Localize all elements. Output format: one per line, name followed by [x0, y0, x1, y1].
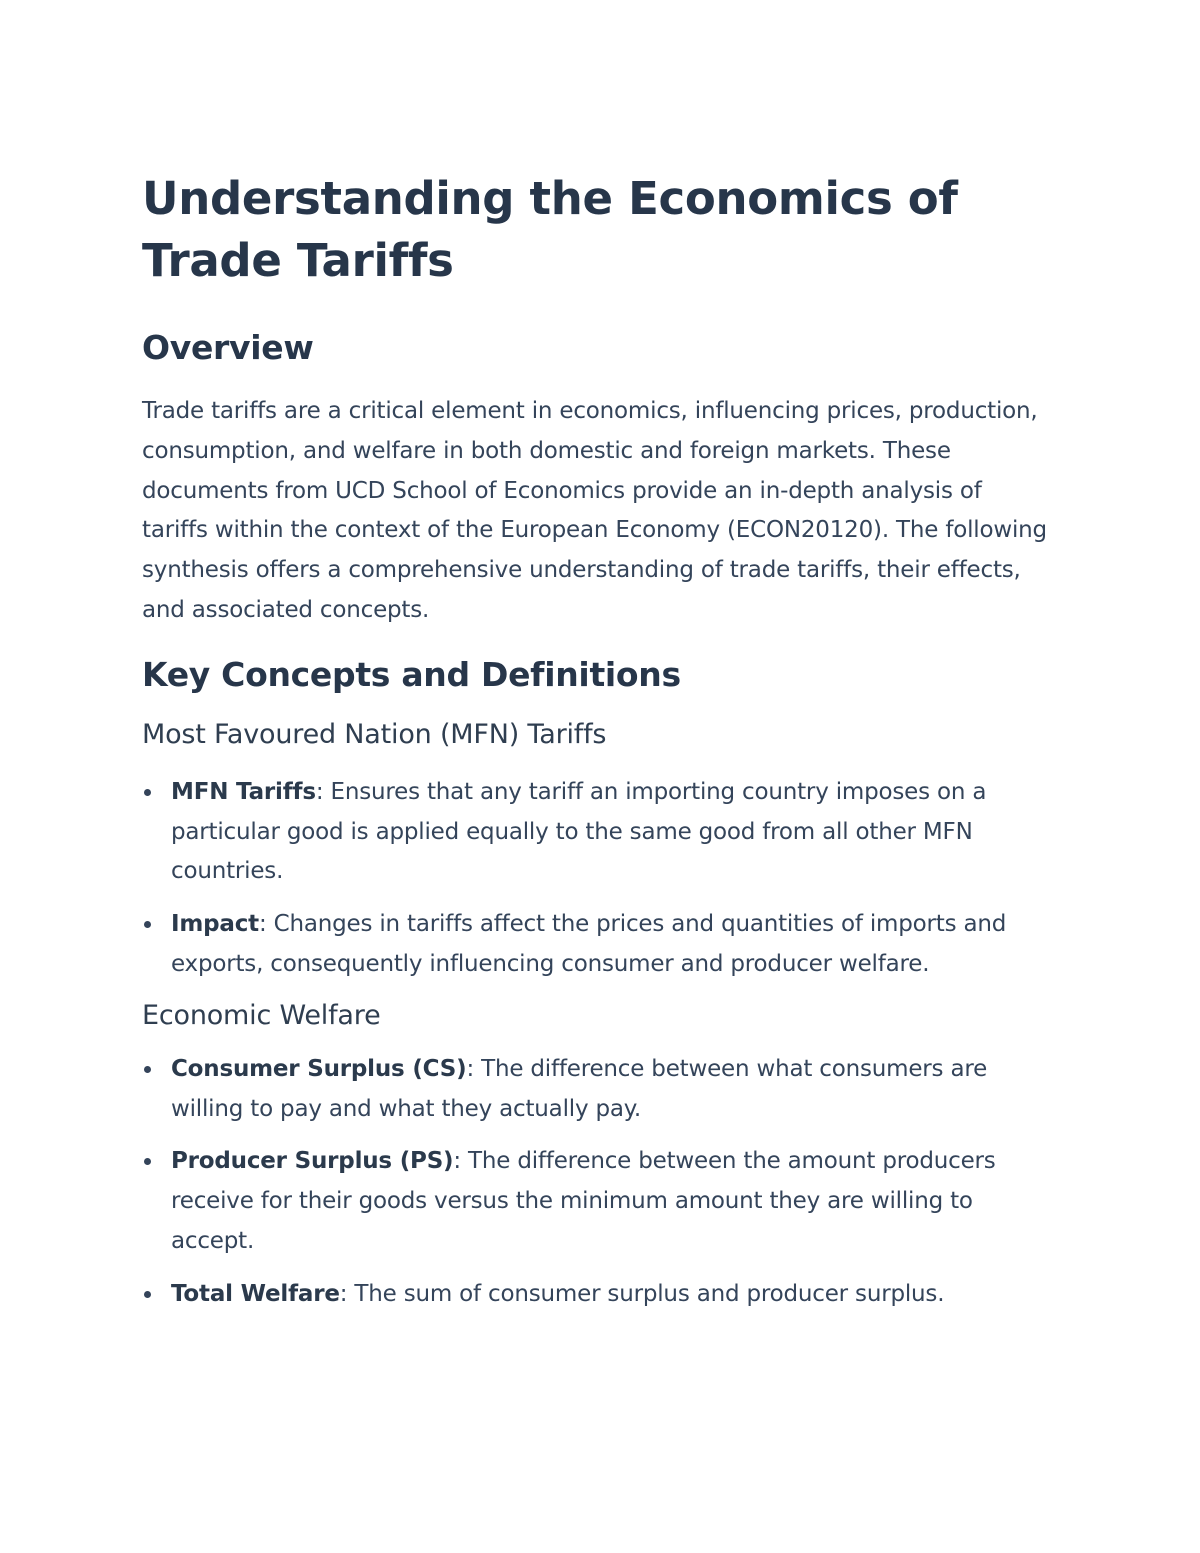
page-title: Understanding the Economics of Trade Tariffs	[142, 172, 958, 287]
welfare-subheading: Economic Welfare	[142, 999, 381, 1031]
list-item-text: : Changes in tariffs affect the prices and quantities of imports and exports, consequently influencing consumer and producer welfare.	[171, 911, 1007, 977]
list-item-term: Consumer Surplus (CS)	[171, 1055, 467, 1082]
welfare-list	[142, 1050, 1052, 1315]
overview-heading: Overview	[142, 328, 314, 367]
bullet-icon	[144, 1158, 151, 1165]
key-concepts-heading: Key Concepts and Definitions	[142, 654, 681, 694]
bullet-icon	[144, 1066, 151, 1073]
list-item-term: MFN Tariffs	[171, 778, 316, 805]
list-item-text: : Ensures that any tariff an importing country imposes on a particular good is applied equally to the same good from all other MFN countries.	[171, 778, 987, 885]
bullet-icon	[144, 1291, 151, 1298]
document-page	[142, 168, 1052, 1328]
list-item-text: : The difference between the amount producers receive for their goods versus the minimum amount they are willing to accept.	[171, 1148, 996, 1254]
list-item	[142, 1142, 1052, 1261]
list-item-term: Total Welfare	[171, 1280, 340, 1307]
list-item	[142, 905, 1052, 985]
bullet-icon	[144, 921, 151, 928]
list-item-term: Impact	[171, 911, 259, 938]
list-item-text: : The sum of consumer surplus and producer surplus.	[339, 1280, 945, 1307]
mfn-subheading: Most Favoured Nation (MFN) Tariffs	[142, 718, 607, 750]
list-item-text: : The difference between what consumers are willing to pay and what they actually pay.	[171, 1055, 988, 1122]
list-item-term: Producer Surplus (PS)	[171, 1148, 454, 1175]
list-item	[142, 773, 1052, 892]
list-item	[142, 1275, 1052, 1315]
mfn-list	[142, 773, 1052, 985]
overview-paragraph: Trade tariffs are a critical element in economics, influencing prices, production, consumption, and welfare in both domestic and foreign markets. These documents from UCD School of Economics provide an in-depth analysis of tariffs within the context of the European Economy (ECON20120). The following synthesis offers a comprehensive understanding of trade tariffs, their effects, and associated concepts.	[142, 398, 1047, 623]
list-item	[142, 1050, 1052, 1130]
bullet-icon	[144, 789, 151, 796]
